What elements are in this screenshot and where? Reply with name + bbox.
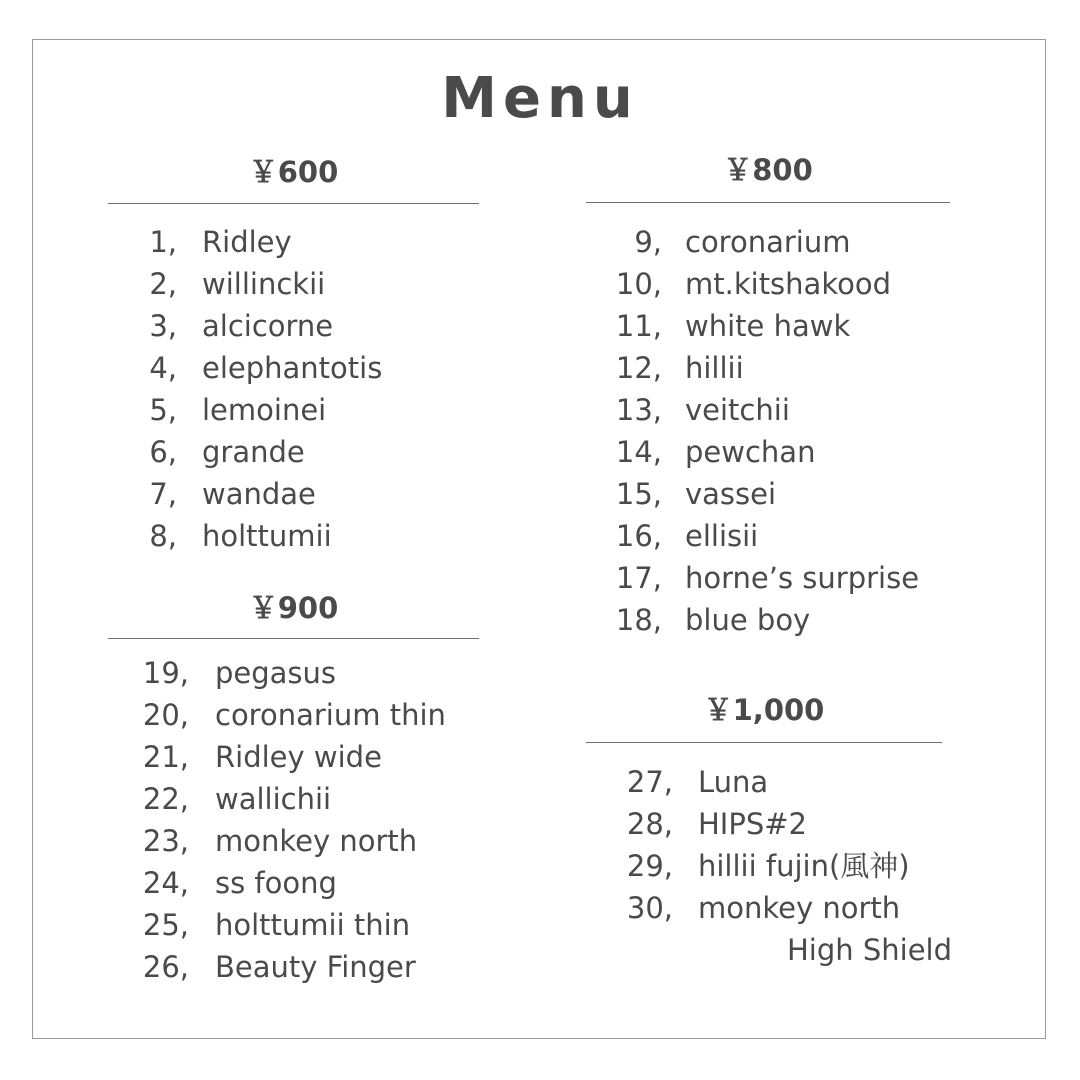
menu-item-name: alcicorne <box>202 309 334 343</box>
menu-item-number: 28, <box>626 807 673 841</box>
menu-item-name: ellisii <box>685 519 759 553</box>
menu-item-number: 13, <box>615 393 662 427</box>
menu-item-name: ss foong <box>215 866 337 900</box>
divider-800 <box>586 202 950 203</box>
menu-item-name: wandae <box>202 477 316 511</box>
menu-item <box>0 473 1080 515</box>
menu-item-number: 7, <box>149 477 177 511</box>
menu-item-number: 20, <box>142 698 189 732</box>
menu-item-name: holttumii thin <box>215 908 411 942</box>
menu-item-number: 12, <box>615 351 662 385</box>
menu-item-name-continuation: High Shield <box>787 933 953 967</box>
menu-item <box>0 305 1080 347</box>
menu-item <box>0 845 1080 887</box>
menu-item <box>0 263 1080 305</box>
menu-item-number: 21, <box>142 740 189 774</box>
menu-item-number: 17, <box>615 561 662 595</box>
menu-item-name: monkey north <box>215 824 418 858</box>
menu-item-number: 26, <box>142 950 189 984</box>
menu-item <box>0 761 1080 803</box>
menu-item-number: 3, <box>149 309 177 343</box>
menu-list-1000 <box>0 761 1080 929</box>
menu-item-number: 27, <box>626 765 673 799</box>
menu-item-number: 14, <box>615 435 662 469</box>
menu-item-number: 1, <box>149 225 177 259</box>
menu-item <box>0 694 540 736</box>
menu-item-name: elephantotis <box>202 351 383 385</box>
menu-item <box>0 515 1080 557</box>
menu-item-number: 8, <box>149 519 177 553</box>
menu-item <box>0 221 1080 263</box>
menu-item-number: 22, <box>142 782 189 816</box>
menu-item-number: 11, <box>615 309 662 343</box>
menu-item <box>0 946 540 988</box>
menu-item-number: 15, <box>615 477 662 511</box>
menu-item-name: white hawk <box>685 309 851 343</box>
menu-item-name: hillii <box>685 351 744 385</box>
menu-item-name: Luna <box>698 765 769 799</box>
menu-item <box>0 652 540 694</box>
menu-item-name: pewchan <box>685 435 816 469</box>
menu-item-name: vassei <box>685 477 777 511</box>
divider-600 <box>108 203 479 204</box>
menu-item-name: HIPS#2 <box>698 807 808 841</box>
price-header-900: ￥900 <box>248 591 339 625</box>
menu-item-name: horne’s surprise <box>685 561 920 595</box>
menu-item-number: 4, <box>149 351 177 385</box>
menu-item-name: blue boy <box>685 603 811 637</box>
menu-item-name: pegasus <box>215 656 337 690</box>
menu-item-number: 23, <box>142 824 189 858</box>
menu-item-name: grande <box>202 435 305 469</box>
menu-item-number: 16, <box>615 519 662 553</box>
menu-item <box>0 431 1080 473</box>
menu-item-name: hillii fujin(風神) <box>698 849 910 883</box>
menu-item-name: Beauty Finger <box>215 950 416 984</box>
price-header-800: ￥800 <box>723 153 813 187</box>
menu-item-name: coronarium thin <box>215 698 446 732</box>
menu-item <box>0 887 1080 929</box>
divider-900 <box>108 638 479 639</box>
divider-1000 <box>586 742 942 743</box>
menu-item <box>0 389 1080 431</box>
menu-item-number: 24, <box>142 866 189 900</box>
menu-item-name: holttumii <box>202 519 332 553</box>
menu-item-number: 18, <box>615 603 662 637</box>
menu-item-name: willinckii <box>202 267 326 301</box>
menu-item-number: 6, <box>149 435 177 469</box>
menu-item-number: 2, <box>149 267 177 301</box>
menu-item-number: 9, <box>634 225 662 259</box>
menu-item-name: lemoinei <box>202 393 327 427</box>
price-header-600: ￥600 <box>248 155 339 189</box>
menu-item-name: monkey north <box>698 891 901 925</box>
menu-item-number: 25, <box>142 908 189 942</box>
menu-item-number: 5, <box>149 393 177 427</box>
menu-item-name: Ridley wide <box>215 740 382 774</box>
menu-item-number: 30, <box>626 891 673 925</box>
menu-item <box>0 347 1080 389</box>
menu-item-name: Ridley <box>202 225 292 259</box>
menu-title: Menu <box>441 66 639 131</box>
menu-item-name: coronarium <box>685 225 851 259</box>
menu-item-number: 29, <box>626 849 673 883</box>
menu-item-number: 10, <box>615 267 662 301</box>
menu-list-800 <box>0 221 1080 641</box>
menu-item-name: veitchii <box>685 393 790 427</box>
menu-item-name: mt.kitshakood <box>685 267 891 301</box>
menu-item-number: 19, <box>142 656 189 690</box>
price-header-1000: ￥1,000 <box>703 693 825 727</box>
menu-item <box>0 803 1080 845</box>
menu-item-name: wallichii <box>215 782 332 816</box>
